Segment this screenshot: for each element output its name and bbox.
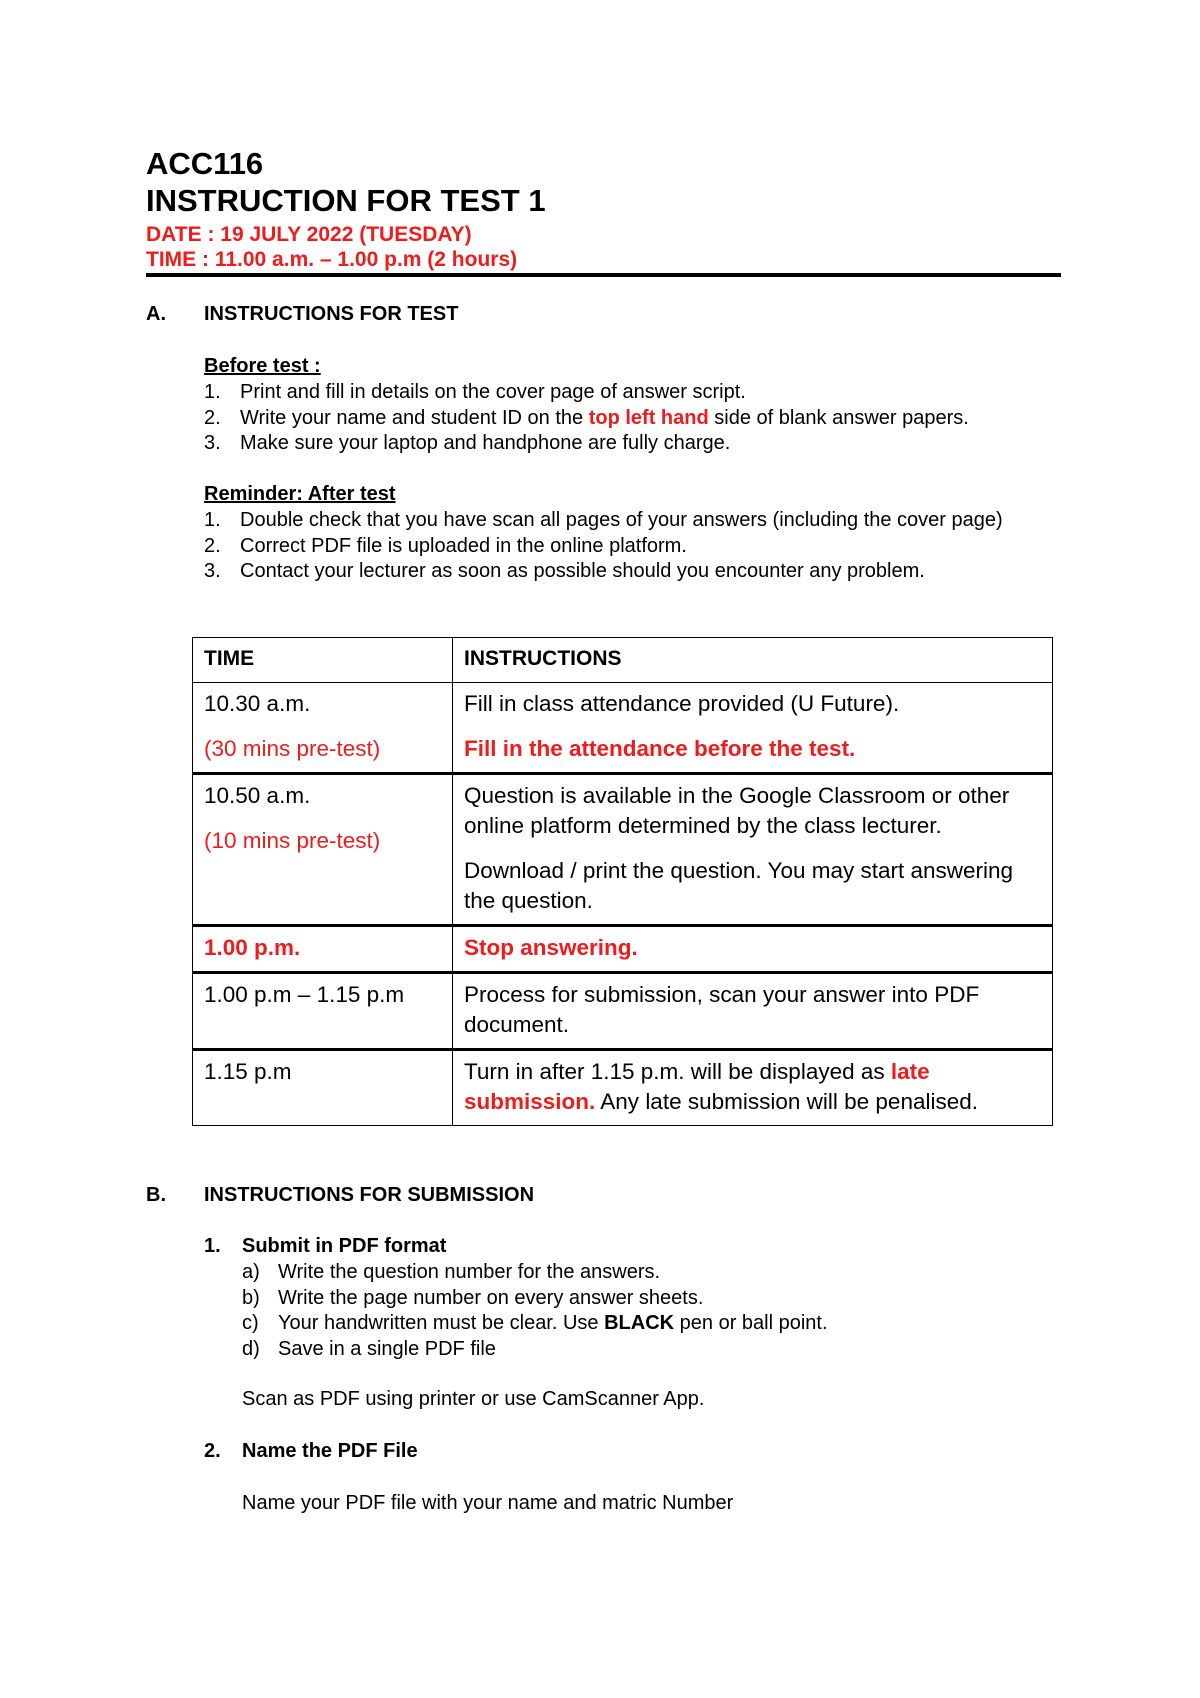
row-time: 1.00 p.m – 1.15 p.m <box>193 973 453 1050</box>
reminder-list <box>204 508 1064 585</box>
list-item: c) Your handwritten must be clear. Use BLACK pen or ball point. <box>242 1312 828 1334</box>
row-instruction: Process for submission, scan your answer into PDF document. <box>453 973 1053 1050</box>
header-instructions: INSTRUCTIONS <box>453 638 1053 683</box>
test-date: DATE : 19 JULY 2022 (TUESDAY) <box>146 223 472 246</box>
row-time: 10.50 a.m. <box>204 783 311 808</box>
row-time: 10.30 a.m. <box>204 691 311 716</box>
test-time: TIME : 11.00 a.m. – 1.00 p.m (2 hours) <box>146 248 518 271</box>
section-a-title: INSTRUCTIONS FOR TEST <box>204 303 459 325</box>
schedule-table <box>192 637 1053 1126</box>
row-instruction-alert: Fill in the attendance before the test. <box>464 736 856 761</box>
table-row <box>193 774 1053 926</box>
list-item: 1. Print and fill in details on the cover page of answer script. <box>204 381 746 403</box>
submit-pdf-list <box>242 1260 1062 1362</box>
row-time-note: (10 mins pre-test) <box>204 828 381 853</box>
row-instruction: Fill in class attendance provided (U Future). <box>464 691 900 716</box>
highlight-text: top left hand <box>588 406 709 429</box>
list-item: 3. Make sure your laptop and handphone are fully charge. <box>204 432 731 454</box>
reminder-heading: Reminder: After test <box>204 483 396 505</box>
list-item: 2. Correct PDF file is uploaded in the online platform. <box>204 534 687 557</box>
late-submission-highlight: late submission. <box>464 1059 930 1114</box>
list-item: b) Write the page number on every answer sheets. <box>242 1286 704 1309</box>
row-time-note: (30 mins pre-test) <box>204 736 381 761</box>
row-time: 1.15 p.m <box>193 1050 453 1126</box>
row-time: 1.00 p.m. <box>193 926 453 973</box>
name-pdf-heading: 2. Name the PDF File <box>204 1440 418 1462</box>
before-test-list <box>204 380 1064 457</box>
list-item: d) Save in a single PDF file <box>242 1337 496 1360</box>
section-b-title: INSTRUCTIONS FOR SUBMISSION <box>204 1184 535 1206</box>
header-divider <box>146 273 1061 277</box>
scan-note: Scan as PDF using printer or use CamScanner App. <box>242 1388 705 1410</box>
section-a-letter: A. <box>146 303 166 325</box>
before-test-heading: Before test : <box>204 355 321 377</box>
course-code: ACC116 <box>146 146 264 181</box>
submit-pdf-heading: 1. Submit in PDF format <box>204 1235 447 1257</box>
row-instruction: Question is available in the Google Classroom or other online platform determined by the class lecturer. <box>464 783 1010 838</box>
section-b-letter: B. <box>146 1184 166 1206</box>
table-row <box>193 973 1053 1050</box>
page-title: INSTRUCTION FOR TEST 1 <box>146 183 546 218</box>
table-header-row <box>193 638 1053 683</box>
row-instruction: Stop answering. <box>453 926 1053 973</box>
row-instruction-secondary: Download / print the question. You may start answering the question. <box>464 858 1014 913</box>
row-instruction: Turn in after 1.15 p.m. will be displayed as late submission. Any late submission will be penalised. <box>453 1050 1053 1126</box>
name-pdf-text: Name your PDF file with your name and matric Number <box>242 1492 734 1514</box>
table-row <box>193 1050 1053 1126</box>
list-item: 1. Double check that you have scan all pages of your answers (including the cover page) <box>204 509 1003 531</box>
header-time: TIME <box>193 638 453 683</box>
table-row <box>193 683 1053 774</box>
list-item: 3. Contact your lecturer as soon as possible should you encounter any problem. <box>204 560 925 582</box>
list-item: 2. Write your name and student ID on the top left hand side of blank answer papers. <box>204 406 969 429</box>
table-row <box>193 926 1053 973</box>
list-item: a) Write the question number for the answers. <box>242 1261 661 1283</box>
